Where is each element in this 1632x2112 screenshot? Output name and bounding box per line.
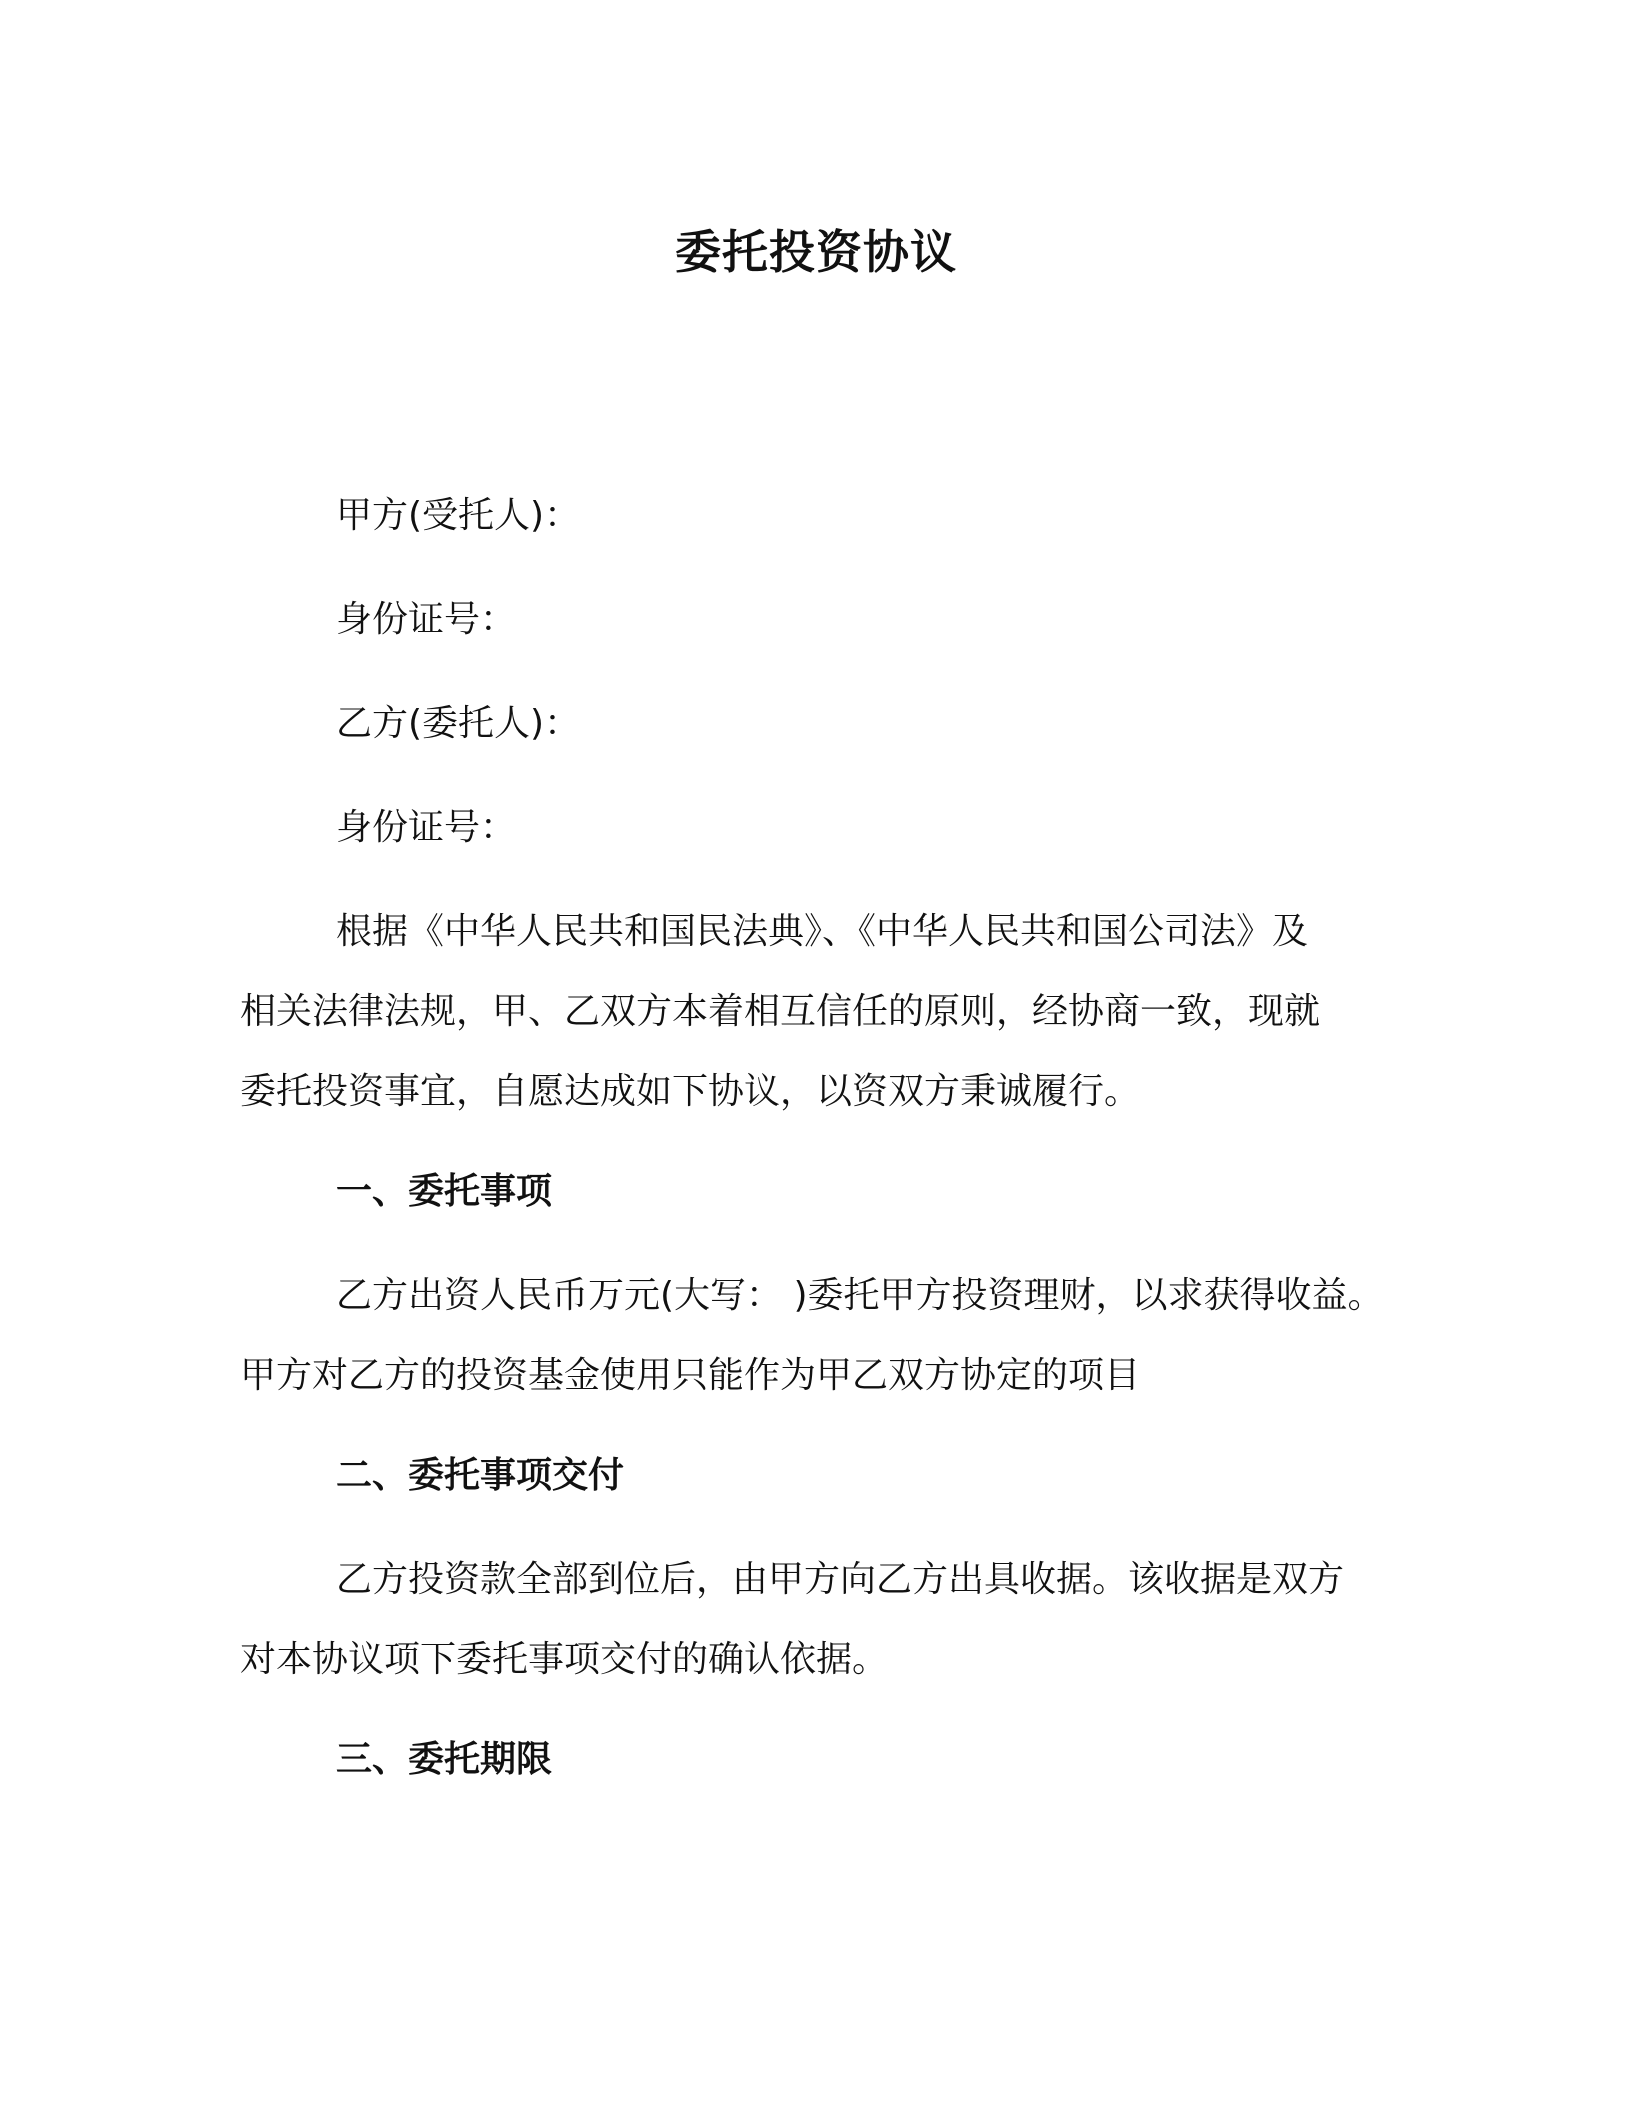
party-a-id-line: 身份证号： [336, 599, 517, 640]
section-1-line-2: 甲方对乙方的投资基金使用只能作为甲乙双方协定的项目 [240, 1355, 1141, 1396]
section-2-heading: 二、委托事项交付 [336, 1455, 625, 1496]
preamble-line-1: 根据《中华人民共和国民法典》、《中华人民共和国公司法》及 [336, 911, 1309, 952]
section-3-heading: 三、委托期限 [336, 1739, 553, 1780]
section-2-line-2: 对本协议项下委托事项交付的确认依据。 [240, 1639, 889, 1680]
section-2-line-1: 乙方投资款全部到位后，由甲方向乙方出具收据。该收据是双方 [336, 1559, 1345, 1600]
section-1-line-1: 乙方出资人民币万元(大写： )委托甲方投资理财，以求获得收益。 [336, 1275, 1384, 1316]
preamble-line-3: 委托投资事宜，自愿达成如下协议，以资双方秉诚履行。 [240, 1071, 1141, 1112]
party-b-line: 乙方(委托人)： [336, 703, 581, 744]
document-title: 委托投资协议 [675, 225, 957, 279]
preamble-line-2: 相关法律法规，甲、乙双方本着相互信任的原则，经协商一致，现就 [240, 991, 1321, 1032]
party-a-line: 甲方(受托人)： [336, 495, 581, 536]
party-b-id-line: 身份证号： [336, 807, 517, 848]
section-1-heading: 一、委托事项 [336, 1171, 553, 1212]
